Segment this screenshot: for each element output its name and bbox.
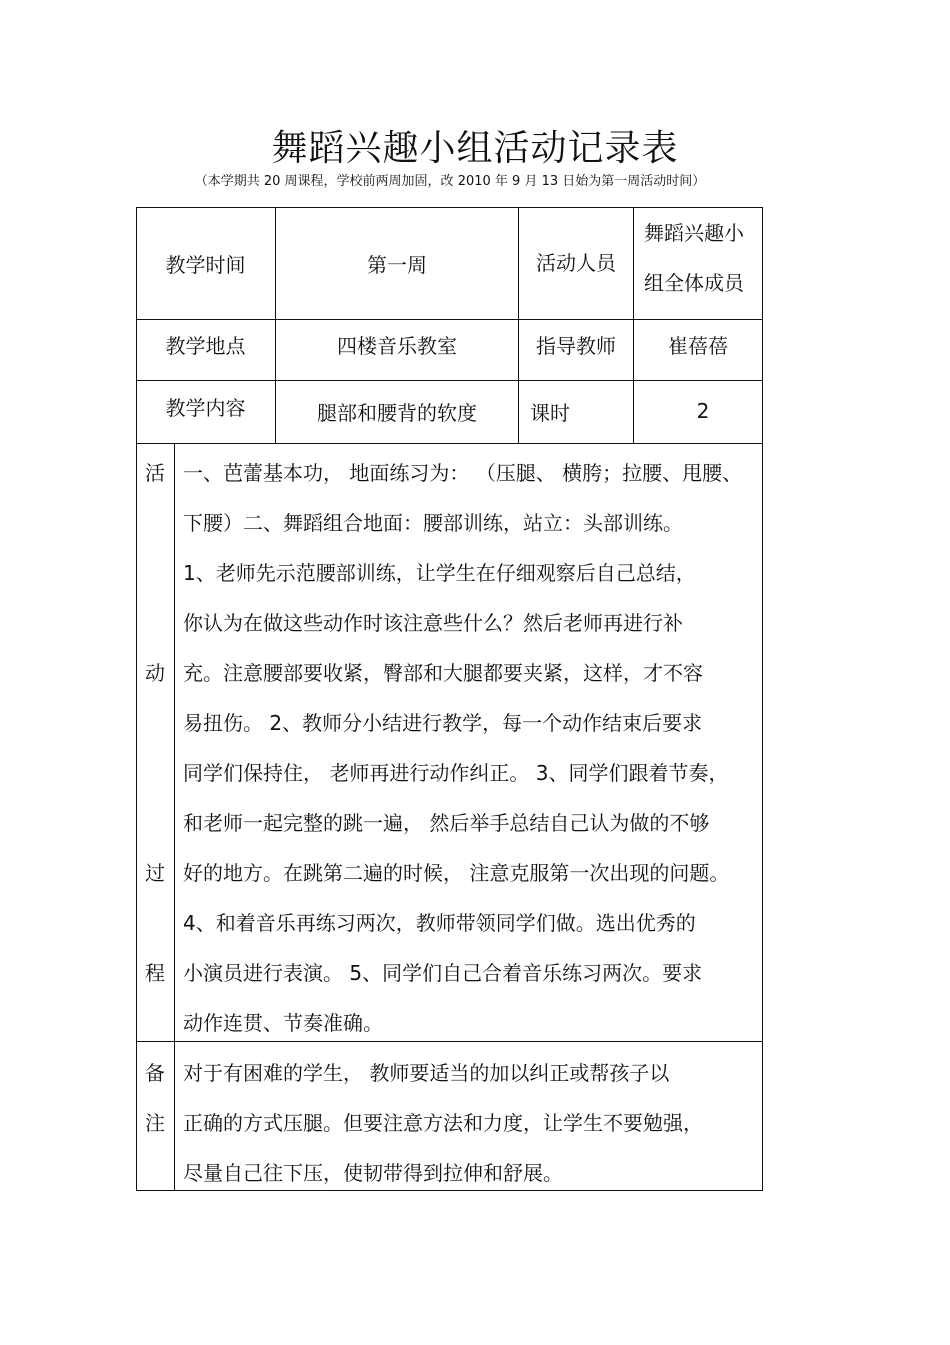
process-text-line: 易扭伤。 2、教师分小结进行教学，每一个动作结束后要求 <box>183 711 703 735</box>
process-text-line: 1、老师先示范腰部训练，让学生在仔细观察后自己总结， <box>183 561 696 585</box>
remarks-label-char: 备 <box>145 1061 165 1085</box>
table-border-bottom <box>136 1190 763 1191</box>
teaching-content-value: 腿部和腰背的软度 <box>317 400 477 425</box>
instructor-value: 崔蓓蓓 <box>668 333 728 358</box>
process-text-line: 动作连贯、节奏准确。 <box>183 1011 383 1035</box>
row-divider <box>136 1041 763 1042</box>
process-text-line: 下腰）二、舞蹈组合地面：腰部训练，站立：头部训练。 <box>183 511 683 535</box>
teaching-time-value: 第一周 <box>367 252 427 277</box>
participants-value-line: 舞蹈兴趣小 <box>644 221 744 245</box>
process-text-line: 你认为在做这些动作时该注意些什么？然后老师再进行补 <box>183 611 683 635</box>
process-text-line: 和老师一起完整的跳一遍， 然后举手总结自己认为做的不够 <box>183 811 710 835</box>
participants-value-line: 组全体成员 <box>644 271 744 295</box>
document-subtitle: （本学期共 20 周课程，学校前两周加固，改 2010 年 9 月 13 日始为第一周活动时间） <box>194 174 706 189</box>
remarks-label-char: 注 <box>145 1111 165 1135</box>
participants-label: 活动人员 <box>536 250 616 275</box>
teaching-place-label: 教学地点 <box>165 333 246 358</box>
process-text-line: 充。注意腰部要收紧，臀部和大腿都要夹紧，这样，才不容 <box>183 661 703 685</box>
column-divider <box>174 443 175 1191</box>
document-title: 舞蹈兴趣小组活动记录表 <box>271 128 679 169</box>
class-hours-label: 课时 <box>530 400 570 425</box>
teaching-place-value: 四楼音乐教室 <box>337 333 457 358</box>
process-text-line: 好的地方。在跳第二遍的时候， 注意克服第一次出现的问题。 <box>183 861 730 885</box>
process-label-char: 活 <box>145 461 165 485</box>
process-label-char: 过 <box>145 861 165 885</box>
remarks-text-line: 尽量自己往下压，使韧带得到拉伸和舒展。 <box>183 1161 563 1185</box>
remarks-text-line: 正确的方式压腿。但要注意方法和力度，让学生不要勉强， <box>183 1111 703 1135</box>
record-table <box>136 207 763 1191</box>
process-label-char: 程 <box>145 961 165 985</box>
row-divider <box>136 443 763 444</box>
teaching-time-label: 教学时间 <box>165 252 246 277</box>
table-border-right <box>762 207 763 1191</box>
class-hours-value: 2 <box>696 399 710 423</box>
process-text-line: 小演员进行表演。 5、同学们自己合着音乐练习两次。要求 <box>183 961 703 985</box>
process-text-line: 同学们保持住， 老师再进行动作纠正。 3、同学们跟着节奏， <box>183 761 729 785</box>
process-text-line: 一、芭蕾基本功， 地面练习为： （压腿、 横胯；拉腰、甩腰、 <box>183 461 743 485</box>
teaching-content-label: 教学内容 <box>165 395 246 420</box>
process-text-line: 4、和着音乐再练习两次，教师带领同学们做。选出优秀的 <box>183 911 696 935</box>
process-label-char: 动 <box>145 661 165 685</box>
instructor-label: 指导教师 <box>536 333 616 358</box>
remarks-text-line: 对于有困难的学生， 教师要适当的加以纠正或帮孩子以 <box>183 1061 670 1085</box>
